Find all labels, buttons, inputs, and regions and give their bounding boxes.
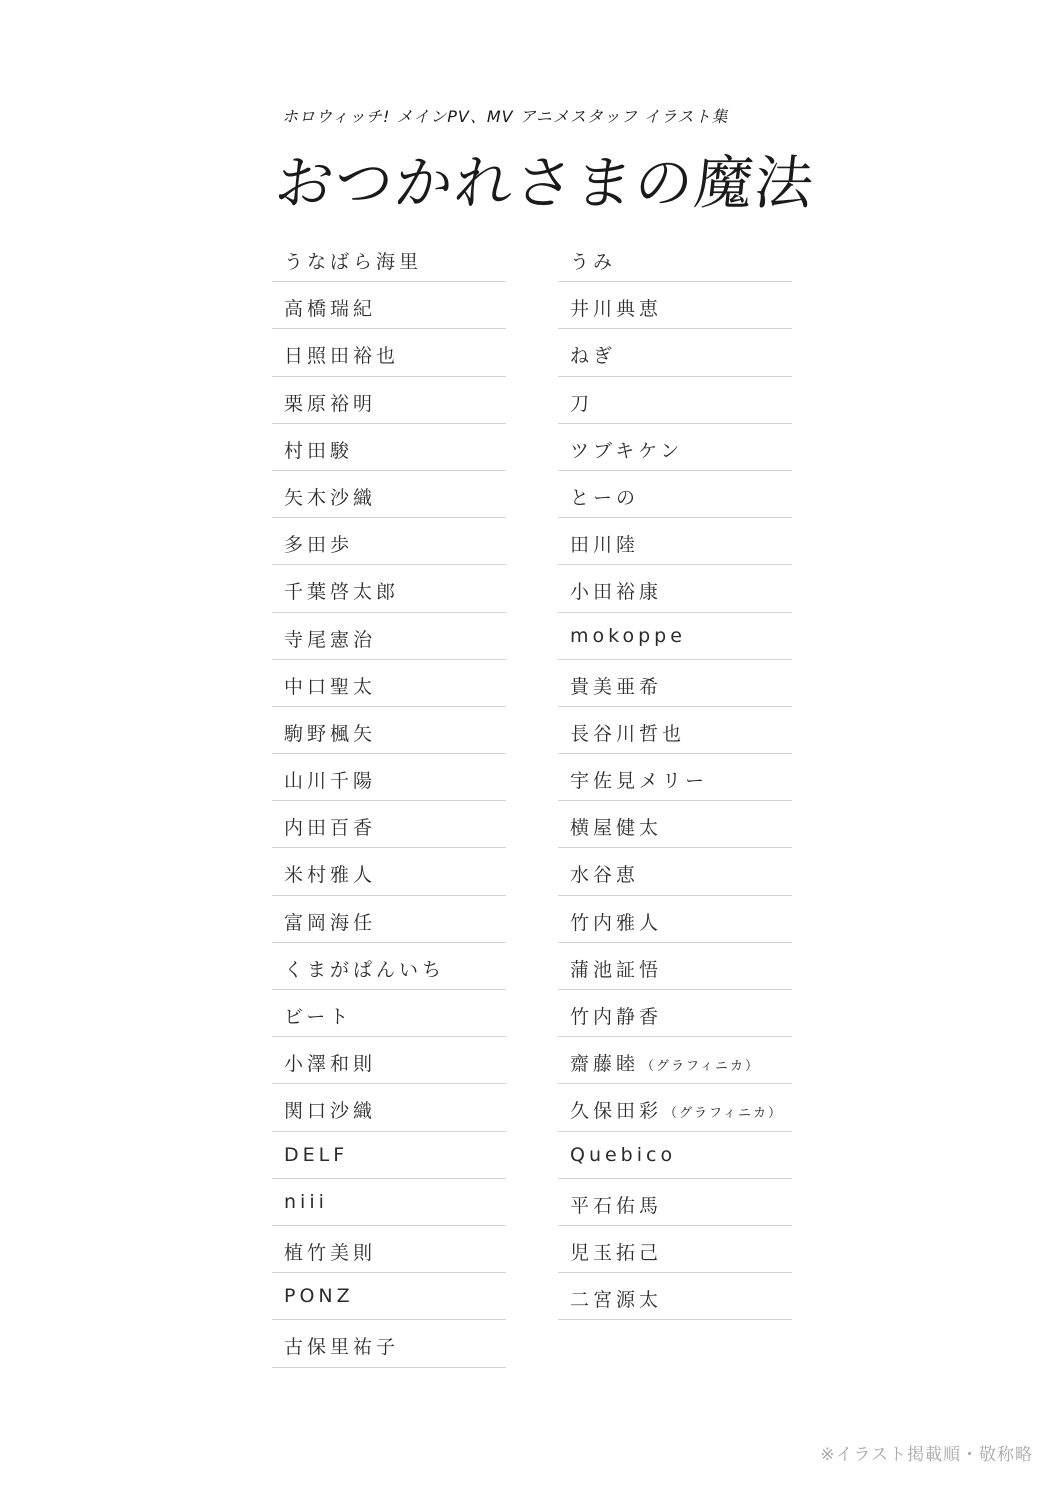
staff-name: 貴美亜希 [558, 660, 792, 707]
staff-name: 日照田裕也 [272, 329, 506, 376]
staff-list-left [272, 235, 506, 1368]
staff-list-right [558, 235, 792, 1320]
staff-name: 久保田彩 （グラフィニカ） [558, 1084, 792, 1131]
staff-name: 小澤和則 [272, 1037, 506, 1084]
staff-name: 寺尾憲治 [272, 613, 506, 660]
staff-name: 平石佑馬 [558, 1179, 792, 1226]
staff-name: 駒野楓矢 [272, 707, 506, 754]
staff-name: うなばら海里 [272, 235, 506, 282]
staff-name: くまがぱんいち [272, 943, 506, 990]
staff-affiliation: （グラフィニカ） [664, 1106, 783, 1122]
staff-name: とーの [558, 471, 792, 518]
staff-name: 田川陸 [558, 518, 792, 565]
staff-name: 蒲池証悟 [558, 943, 792, 990]
staff-name: mokoppe [558, 613, 792, 660]
staff-name: 栗原裕明 [272, 377, 506, 424]
staff-name: 高橋瑞紀 [272, 282, 506, 329]
staff-name: 古保里祐子 [272, 1320, 506, 1367]
staff-name: 多田歩 [272, 518, 506, 565]
staff-name: うみ [558, 235, 792, 282]
staff-name: 宇佐見メリー [558, 754, 792, 801]
staff-name: 長谷川哲也 [558, 707, 792, 754]
staff-name: 山川千陽 [272, 754, 506, 801]
staff-name: niii [272, 1179, 506, 1226]
staff-name: PONZ [272, 1273, 506, 1320]
staff-name: 富岡海任 [272, 896, 506, 943]
staff-name: 児玉拓己 [558, 1226, 792, 1273]
staff-name: 関口沙織 [272, 1084, 506, 1131]
staff-name: 千葉啓太郎 [272, 565, 506, 612]
staff-name: ビート [272, 990, 506, 1037]
staff-name: 小田裕康 [558, 565, 792, 612]
staff-name: 矢木沙織 [272, 471, 506, 518]
staff-name: 植竹美則 [272, 1226, 506, 1273]
staff-name: 内田百香 [272, 801, 506, 848]
footnote: ※イラスト掲載順・敬称略 [820, 1445, 1033, 1465]
staff-name: Quebico [558, 1132, 792, 1179]
book-subtitle: ホロウィッチ! メインPV、MV アニメスタッフ イラスト集 [282, 107, 729, 126]
staff-name: 竹内静香 [558, 990, 792, 1037]
staff-name: 二宮源太 [558, 1273, 792, 1320]
staff-name: 刀 [558, 377, 792, 424]
staff-name: 竹内雅人 [558, 896, 792, 943]
staff-name: ねぎ [558, 329, 792, 376]
staff-affiliation: （グラフィニカ） [641, 1059, 760, 1075]
staff-name: DELF [272, 1132, 506, 1179]
staff-name: 村田駿 [272, 424, 506, 471]
staff-name: 米村雅人 [272, 848, 506, 895]
book-title: おつかれさまの魔法 [271, 149, 819, 217]
staff-name: ツブキケン [558, 424, 792, 471]
staff-name: 井川典恵 [558, 282, 792, 329]
staff-name: 水谷恵 [558, 848, 792, 895]
staff-name: 中口聖太 [272, 660, 506, 707]
staff-name: 横屋健太 [558, 801, 792, 848]
staff-name: 齋藤睦 （グラフィニカ） [558, 1037, 792, 1084]
